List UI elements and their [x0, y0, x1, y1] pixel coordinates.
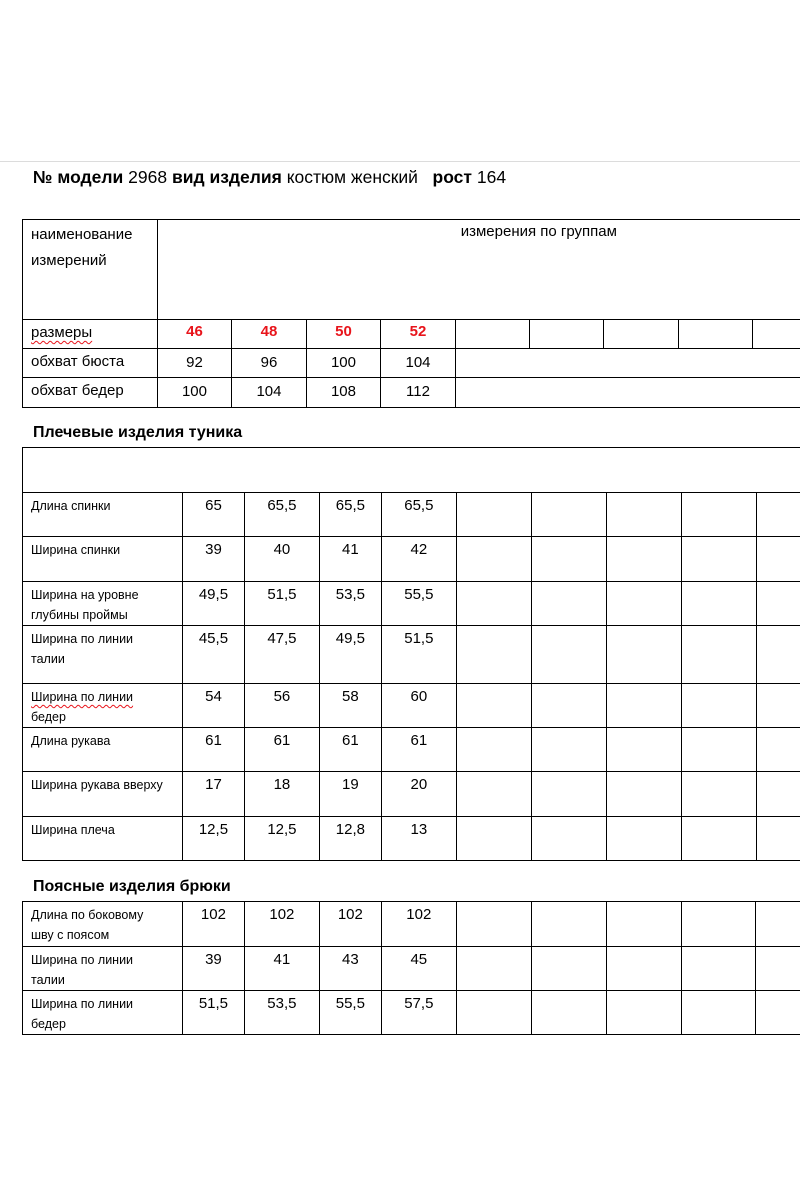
trousers-section-title: Поясные изделия брюки	[33, 878, 231, 895]
size-cell: 48	[232, 320, 307, 349]
empty-cell	[531, 902, 606, 947]
row-label-line-1: Ширина по линии	[31, 997, 134, 1011]
height-label: рост	[432, 167, 472, 187]
size-table-header-row	[23, 220, 800, 320]
row-label	[23, 902, 183, 947]
value-cell: 60	[381, 684, 456, 728]
value-cell: 54	[182, 684, 244, 728]
row-label	[23, 947, 183, 991]
tunic-section-title: Плечевые изделия туника	[33, 424, 243, 441]
value-cell: 13	[381, 817, 456, 861]
empty-cell	[530, 320, 604, 349]
model-number-value: 2968	[128, 167, 168, 187]
empty-cell	[456, 537, 531, 582]
empty-cell	[681, 772, 756, 817]
value-cell: 51,5	[182, 991, 244, 1035]
empty-cell	[756, 902, 800, 947]
empty-cell	[606, 582, 681, 626]
table-row	[23, 493, 800, 537]
empty-cell	[456, 991, 531, 1035]
value-cell: 41	[319, 537, 381, 582]
empty-cell	[681, 493, 756, 537]
value-cell: 17	[182, 772, 244, 817]
empty-cell	[606, 947, 681, 991]
empty-cell	[678, 320, 752, 349]
value-cell: 104	[232, 378, 307, 408]
tunic-table	[22, 447, 800, 861]
row-label	[23, 684, 183, 728]
empty-cell	[455, 349, 800, 378]
row-label-line-1: Длина спинки	[31, 499, 111, 513]
value-cell: 40	[244, 537, 319, 582]
row-label: обхват бюста	[23, 349, 158, 378]
row-label-line-1: Длина рукава	[31, 734, 111, 748]
empty-cell	[681, 902, 756, 947]
empty-cell	[681, 626, 756, 684]
empty-cell	[531, 493, 606, 537]
table-row	[23, 582, 800, 626]
empty-cell	[456, 817, 531, 861]
empty-cell	[604, 320, 678, 349]
value-cell: 12,8	[319, 817, 381, 861]
row-label-line-2: талии	[31, 973, 65, 987]
row-label	[23, 537, 183, 582]
row-label-line-1: Ширина по линии	[31, 690, 134, 704]
empty-cell	[531, 626, 606, 684]
header-label-line-1: наименование	[31, 226, 133, 243]
empty-cell	[606, 728, 681, 772]
empty-cell	[531, 728, 606, 772]
value-cell: 45	[381, 947, 456, 991]
row-label: обхват бедер	[23, 378, 158, 408]
row-label-line-2: бедер	[31, 1017, 66, 1031]
model-info-line	[33, 167, 506, 188]
row-label	[23, 728, 183, 772]
empty-cell	[756, 684, 800, 728]
empty-cell	[606, 684, 681, 728]
empty-cell	[531, 684, 606, 728]
empty-cell	[456, 772, 531, 817]
value-cell: 53,5	[244, 991, 319, 1035]
value-cell: 102	[319, 902, 381, 947]
empty-cell	[681, 537, 756, 582]
tunic-header-row	[23, 448, 800, 493]
value-cell: 55,5	[319, 991, 381, 1035]
sizes-label	[23, 320, 158, 349]
row-label-line-2: шву с поясом	[31, 928, 110, 942]
value-cell: 51,5	[244, 582, 319, 626]
empty-cell	[606, 991, 681, 1035]
row-label-line-1: Ширина на уровне	[31, 588, 139, 602]
value-cell: 12,5	[182, 817, 244, 861]
value-cell: 41	[244, 947, 319, 991]
empty-cell	[681, 684, 756, 728]
table-row	[23, 902, 800, 947]
row-label-line-1: Ширина плеча	[31, 823, 115, 837]
value-cell: 100	[306, 349, 381, 378]
value-cell: 65,5	[244, 493, 319, 537]
table-row	[23, 991, 800, 1035]
table-row	[23, 349, 800, 378]
value-cell: 61	[381, 728, 456, 772]
row-label	[23, 817, 183, 861]
row-label-line-2: бедер	[31, 710, 66, 724]
size-cell: 50	[306, 320, 381, 349]
trousers-table	[22, 901, 800, 1035]
value-cell: 104	[381, 349, 456, 378]
value-cell: 61	[182, 728, 244, 772]
empty-cell	[455, 378, 800, 408]
row-label	[23, 582, 183, 626]
value-cell: 39	[182, 947, 244, 991]
empty-cell	[756, 626, 800, 684]
value-cell: 65,5	[319, 493, 381, 537]
row-label-line-2: талии	[31, 652, 65, 666]
row-label-line-1: Ширина рукава вверху	[31, 778, 163, 792]
empty-cell	[756, 817, 800, 861]
value-cell: 42	[381, 537, 456, 582]
empty-cell	[756, 772, 800, 817]
empty-cell	[752, 320, 800, 349]
empty-cell	[456, 947, 531, 991]
table-row	[23, 947, 800, 991]
item-type-label: вид изделия	[171, 167, 282, 187]
value-cell: 56	[244, 684, 319, 728]
empty-cell	[606, 772, 681, 817]
empty-header-cell	[23, 448, 800, 493]
empty-cell	[531, 537, 606, 582]
table-row	[23, 378, 800, 408]
value-cell: 58	[319, 684, 381, 728]
value-cell: 39	[182, 537, 244, 582]
value-cell: 45,5	[182, 626, 244, 684]
empty-cell	[606, 626, 681, 684]
empty-cell	[531, 947, 606, 991]
value-cell: 112	[381, 378, 456, 408]
row-label	[23, 772, 183, 817]
value-cell: 57,5	[381, 991, 456, 1035]
empty-cell	[756, 493, 800, 537]
sizes-row	[23, 320, 800, 349]
empty-cell	[455, 320, 529, 349]
empty-cell	[681, 817, 756, 861]
row-label-line-1: Ширина по линии	[31, 632, 134, 646]
empty-cell	[456, 902, 531, 947]
value-cell: 102	[381, 902, 456, 947]
table-row	[23, 728, 800, 772]
empty-cell	[681, 947, 756, 991]
empty-cell	[756, 537, 800, 582]
header-label-line-2: измерений	[31, 252, 107, 269]
value-cell: 100	[157, 378, 232, 408]
value-cell: 92	[157, 349, 232, 378]
value-cell: 12,5	[244, 817, 319, 861]
empty-cell	[756, 991, 800, 1035]
value-cell: 61	[244, 728, 319, 772]
table-row	[23, 817, 800, 861]
empty-cell	[456, 493, 531, 537]
size-cell: 52	[381, 320, 456, 349]
value-cell: 102	[182, 902, 244, 947]
value-cell: 96	[232, 349, 307, 378]
row-label-line-1: Ширина спинки	[31, 543, 121, 557]
table-row	[23, 626, 800, 684]
value-cell: 55,5	[381, 582, 456, 626]
row-label	[23, 991, 183, 1035]
empty-cell	[531, 817, 606, 861]
row-label-line-1: Длина по боковому	[31, 908, 144, 922]
model-number-label: № модели	[33, 167, 124, 187]
table-row	[23, 537, 800, 582]
measurement-name-header	[23, 220, 158, 320]
empty-cell	[531, 772, 606, 817]
value-cell: 43	[319, 947, 381, 991]
empty-cell	[456, 626, 531, 684]
empty-cell	[606, 902, 681, 947]
value-cell: 47,5	[244, 626, 319, 684]
value-cell: 19	[319, 772, 381, 817]
value-cell: 51,5	[381, 626, 456, 684]
size-table	[22, 219, 800, 408]
empty-cell	[456, 684, 531, 728]
value-cell: 49,5	[319, 626, 381, 684]
value-cell: 53,5	[319, 582, 381, 626]
empty-cell	[456, 728, 531, 772]
value-cell: 108	[306, 378, 381, 408]
value-cell: 61	[319, 728, 381, 772]
value-cell: 20	[381, 772, 456, 817]
empty-cell	[756, 728, 800, 772]
row-label	[23, 626, 183, 684]
height-value: 164	[476, 167, 507, 187]
group-measurements-header: измерения по группам	[157, 220, 800, 320]
empty-cell	[531, 991, 606, 1035]
value-cell: 49,5	[182, 582, 244, 626]
table-row	[23, 684, 800, 728]
empty-cell	[756, 947, 800, 991]
row-label	[23, 493, 183, 537]
empty-cell	[606, 537, 681, 582]
empty-cell	[681, 582, 756, 626]
empty-cell	[756, 582, 800, 626]
row-label-line-2: глубины проймы	[31, 608, 128, 622]
row-label-line-1: Ширина по линии	[31, 953, 134, 967]
empty-cell	[606, 493, 681, 537]
value-cell: 65	[182, 493, 244, 537]
top-divider	[0, 161, 800, 162]
item-type-value: костюм женский	[286, 167, 418, 187]
value-cell: 65,5	[381, 493, 456, 537]
value-cell: 18	[244, 772, 319, 817]
empty-cell	[531, 582, 606, 626]
empty-cell	[681, 991, 756, 1035]
empty-cell	[681, 728, 756, 772]
sizes-label-text: размеры	[31, 324, 93, 341]
empty-cell	[456, 582, 531, 626]
value-cell: 102	[244, 902, 319, 947]
size-cell: 46	[157, 320, 232, 349]
empty-cell	[606, 817, 681, 861]
table-row	[23, 772, 800, 817]
